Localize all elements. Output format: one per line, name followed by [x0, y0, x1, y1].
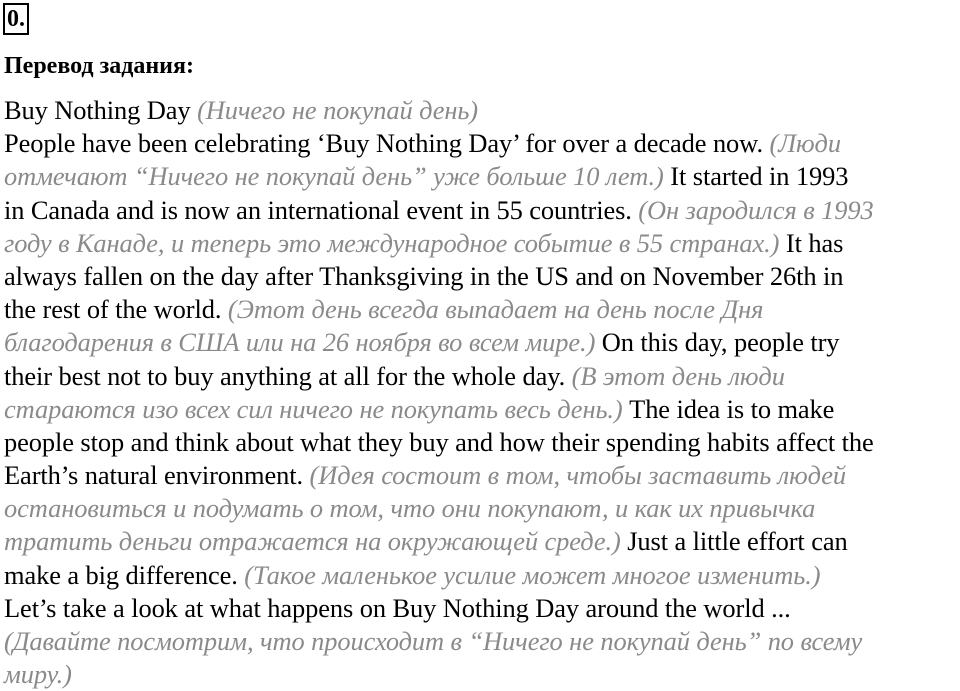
text-line	[4, 260, 958, 293]
text-line	[4, 592, 958, 625]
text-line	[4, 393, 958, 426]
text-line	[4, 625, 958, 658]
russian-translation-segment: (Этот день всегда выпадает на день после Дня	[227, 294, 764, 325]
russian-translation-segment: (Люди	[769, 128, 841, 159]
english-text-segment: their best not to buy anything at all for the whole day.	[4, 360, 572, 391]
russian-translation-segment: миру.)	[4, 659, 72, 690]
russian-translation-segment: (В этот день люди	[571, 360, 785, 391]
russian-translation-segment: благодарения в США или на 26 ноября во всем мире.)	[4, 327, 596, 358]
text-line	[4, 293, 958, 326]
page-title: Перевод задания:	[4, 53, 194, 79]
translation-text-body	[4, 94, 960, 691]
text-line	[4, 227, 958, 260]
english-text-segment: The idea is to make	[622, 393, 835, 424]
english-text-segment: It has	[779, 227, 844, 258]
english-text-segment: always fallen on the day after Thanksgiving in the US and on November 26th in	[4, 260, 844, 291]
text-line	[4, 94, 958, 127]
text-line	[4, 459, 958, 492]
english-text-segment: People have been celebrating ‘Buy Nothing Day’ for over a decade now.	[4, 128, 770, 159]
english-text-segment: people stop and think about what they buy and how their spending habits affect the	[4, 426, 874, 457]
text-line	[4, 658, 958, 691]
russian-translation-segment: стараются изо всех сил ничего не покупать весь день.)	[4, 393, 623, 424]
russian-translation-segment: (Ничего не покупай день)	[197, 95, 479, 125]
english-text-segment: Earth’s natural environment.	[4, 460, 310, 491]
text-line	[4, 426, 958, 459]
russian-translation-segment: (Такое маленькое усилие может многое изменить.)	[244, 559, 821, 590]
russian-translation-segment: остановиться и подумать о том, что они покупают, и как их привычка	[4, 493, 816, 524]
english-text-segment: make a big difference.	[4, 559, 245, 590]
russian-translation-segment: (Давайте посмотрим, что происходит в “Ничего не покупай день” по всему	[4, 626, 863, 656]
english-text-segment: Let’s take a look at what happens on Buy Nothing Day around the world ...	[4, 592, 791, 623]
text-line	[4, 194, 958, 227]
task-number-box: 0.	[3, 3, 29, 35]
english-text-segment: Just a little effort can	[620, 526, 848, 557]
text-line	[4, 492, 958, 525]
text-line	[4, 127, 958, 160]
english-text-segment: in Canada and is now an international event in 55 countries.	[4, 194, 639, 225]
english-text-segment: On this day, people try	[595, 327, 840, 358]
russian-translation-segment: (Он зародился в 1993	[638, 194, 874, 225]
text-line	[4, 160, 958, 193]
english-text-segment: the rest of the world.	[4, 294, 228, 325]
text-line	[4, 559, 958, 592]
russian-translation-segment: тратить деньги отражается на окружающей среде.)	[4, 526, 621, 557]
text-line	[4, 525, 958, 558]
english-text-segment: Buy Nothing Day	[4, 95, 198, 125]
english-text-segment: It started in 1993	[663, 161, 849, 192]
text-line	[4, 326, 958, 359]
russian-translation-segment: отмечают “Ничего не покупай день” уже больше 10 лет.)	[4, 161, 664, 192]
russian-translation-segment: году в Канаде, и теперь это международное событие в 55 странах.)	[4, 227, 780, 258]
text-line	[4, 360, 958, 393]
russian-translation-segment: (Идея состоит в том, чтобы заставить людей	[309, 460, 847, 491]
